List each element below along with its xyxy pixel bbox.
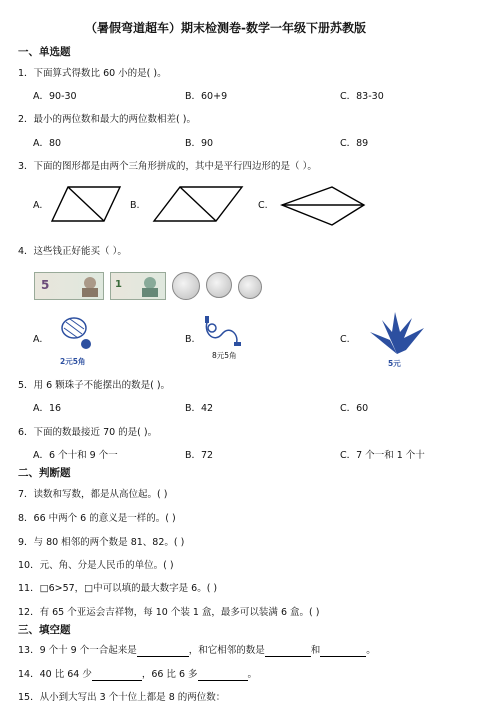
question-11: 11．□6>57，□中可以填的最大数字是 6。( ): [18, 583, 218, 594]
q14-text-3: 。: [247, 669, 258, 680]
q3-option-a-label: A.: [33, 200, 43, 211]
question-15: 15．从小到大写出 3 个十位上都是 8 的两位数：: [18, 692, 226, 703]
question-2: 2．最小的两位数和最大的两位数相差( )。: [18, 114, 196, 125]
q14-blank-1[interactable]: [92, 669, 142, 681]
q13-text-2: ，和它相邻的数是: [188, 645, 265, 656]
portrait-icon: [139, 275, 161, 297]
q5-option-b: B．42: [185, 403, 214, 414]
q2-option-b: B．90: [185, 138, 214, 149]
q1-option-a: A．90-30: [33, 91, 77, 102]
q3-option-b-label: B.: [130, 200, 140, 211]
coin-icon: [172, 272, 200, 300]
question-5: 5．用 6 颗珠子不能摆出的数是( )。: [18, 380, 171, 391]
page-title: （暑假弯道超车）期末检测卷-数学一年级下册苏教版: [85, 21, 366, 35]
question-8: 8．66 中两个 6 的意义是一样的。( ): [18, 513, 176, 524]
q4-option-b-label: B.: [185, 334, 195, 345]
q13-text-3: 和: [310, 645, 321, 656]
q14-blank-2[interactable]: [198, 669, 248, 681]
q13-text-1: 13．9 个十 9 个一合起来是: [18, 645, 137, 656]
question-6: 6．下面的数最接近 70 的是( )。: [18, 427, 158, 438]
q2-option-c: C．89: [340, 138, 369, 149]
question-13: [18, 642, 376, 657]
section-heading-fill-in: 三、填空题: [18, 624, 71, 636]
q6-option-b: B．72: [185, 450, 214, 461]
question-4: 4．这些钱正好能买（ ）。: [18, 246, 127, 257]
question-14: [18, 666, 257, 681]
five-yuan-note: [34, 272, 104, 300]
q5-option-a: A．16: [33, 403, 62, 414]
q3-option-c-label: C.: [258, 200, 268, 211]
shuttlecock-icon: [56, 314, 96, 354]
plant-icon: [362, 310, 432, 358]
coin-icon: [238, 275, 262, 299]
q3-shape-c: [280, 185, 366, 227]
one-yuan-note: [110, 272, 166, 300]
q6-option-a: A．6 个十和 9 个一: [33, 450, 118, 461]
q2-option-a: A．80: [33, 138, 62, 149]
q3-shape-b: [152, 185, 244, 225]
q4-a-price: 2元5角: [60, 357, 86, 366]
question-12: 12．有 65 个亚运会吉祥物，每 10 个装 1 盒，最多可以装满 6 盒。( ): [18, 607, 320, 618]
q3-shape-a: [50, 185, 122, 225]
q14-text-1: 14．40 比 64 少: [18, 669, 92, 680]
question-10: 10．元、角、分是人民币的单位。( ): [18, 560, 174, 571]
q5-option-c: C．60: [340, 403, 369, 414]
q1-option-b: B．60+9: [185, 91, 228, 102]
q6-option-c: C．7 个一和 1 个十: [340, 450, 425, 461]
q4-b-price: 8元5角: [212, 351, 237, 360]
question-1: 1．下面算式得数比 60 小的是( )。: [18, 68, 167, 79]
q1-option-c: C．83-30: [340, 91, 384, 102]
q4-option-c-label: C.: [340, 334, 350, 345]
question-9: 9．与 80 相邻的两个数是 81、82。( ): [18, 537, 185, 548]
q4-option-a-label: A.: [33, 334, 43, 345]
q4-c-price: 5元: [388, 359, 401, 368]
section-heading-true-false: 二、判断题: [18, 467, 71, 479]
q14-text-2: ，66 比 6 多: [141, 669, 198, 680]
q13-blank-2[interactable]: [265, 645, 311, 657]
q13-blank-3[interactable]: [320, 645, 366, 657]
note-value-5: 5: [41, 278, 50, 292]
q13-text-4: 。: [366, 645, 376, 656]
q13-blank-1[interactable]: [137, 645, 189, 657]
portrait-icon: [79, 275, 101, 297]
question-3: 3．下面的图形都是由两个三角形拼成的，其中是平行四边形的是（ ）。: [18, 161, 317, 172]
coin-icon: [206, 272, 232, 298]
question-7: 7．读数和写数，都是从高位起。( ): [18, 489, 168, 500]
note-value-1: 1: [115, 279, 122, 290]
jump-rope-icon: [200, 314, 244, 348]
section-heading-single-choice: 一、单选题: [18, 46, 71, 58]
